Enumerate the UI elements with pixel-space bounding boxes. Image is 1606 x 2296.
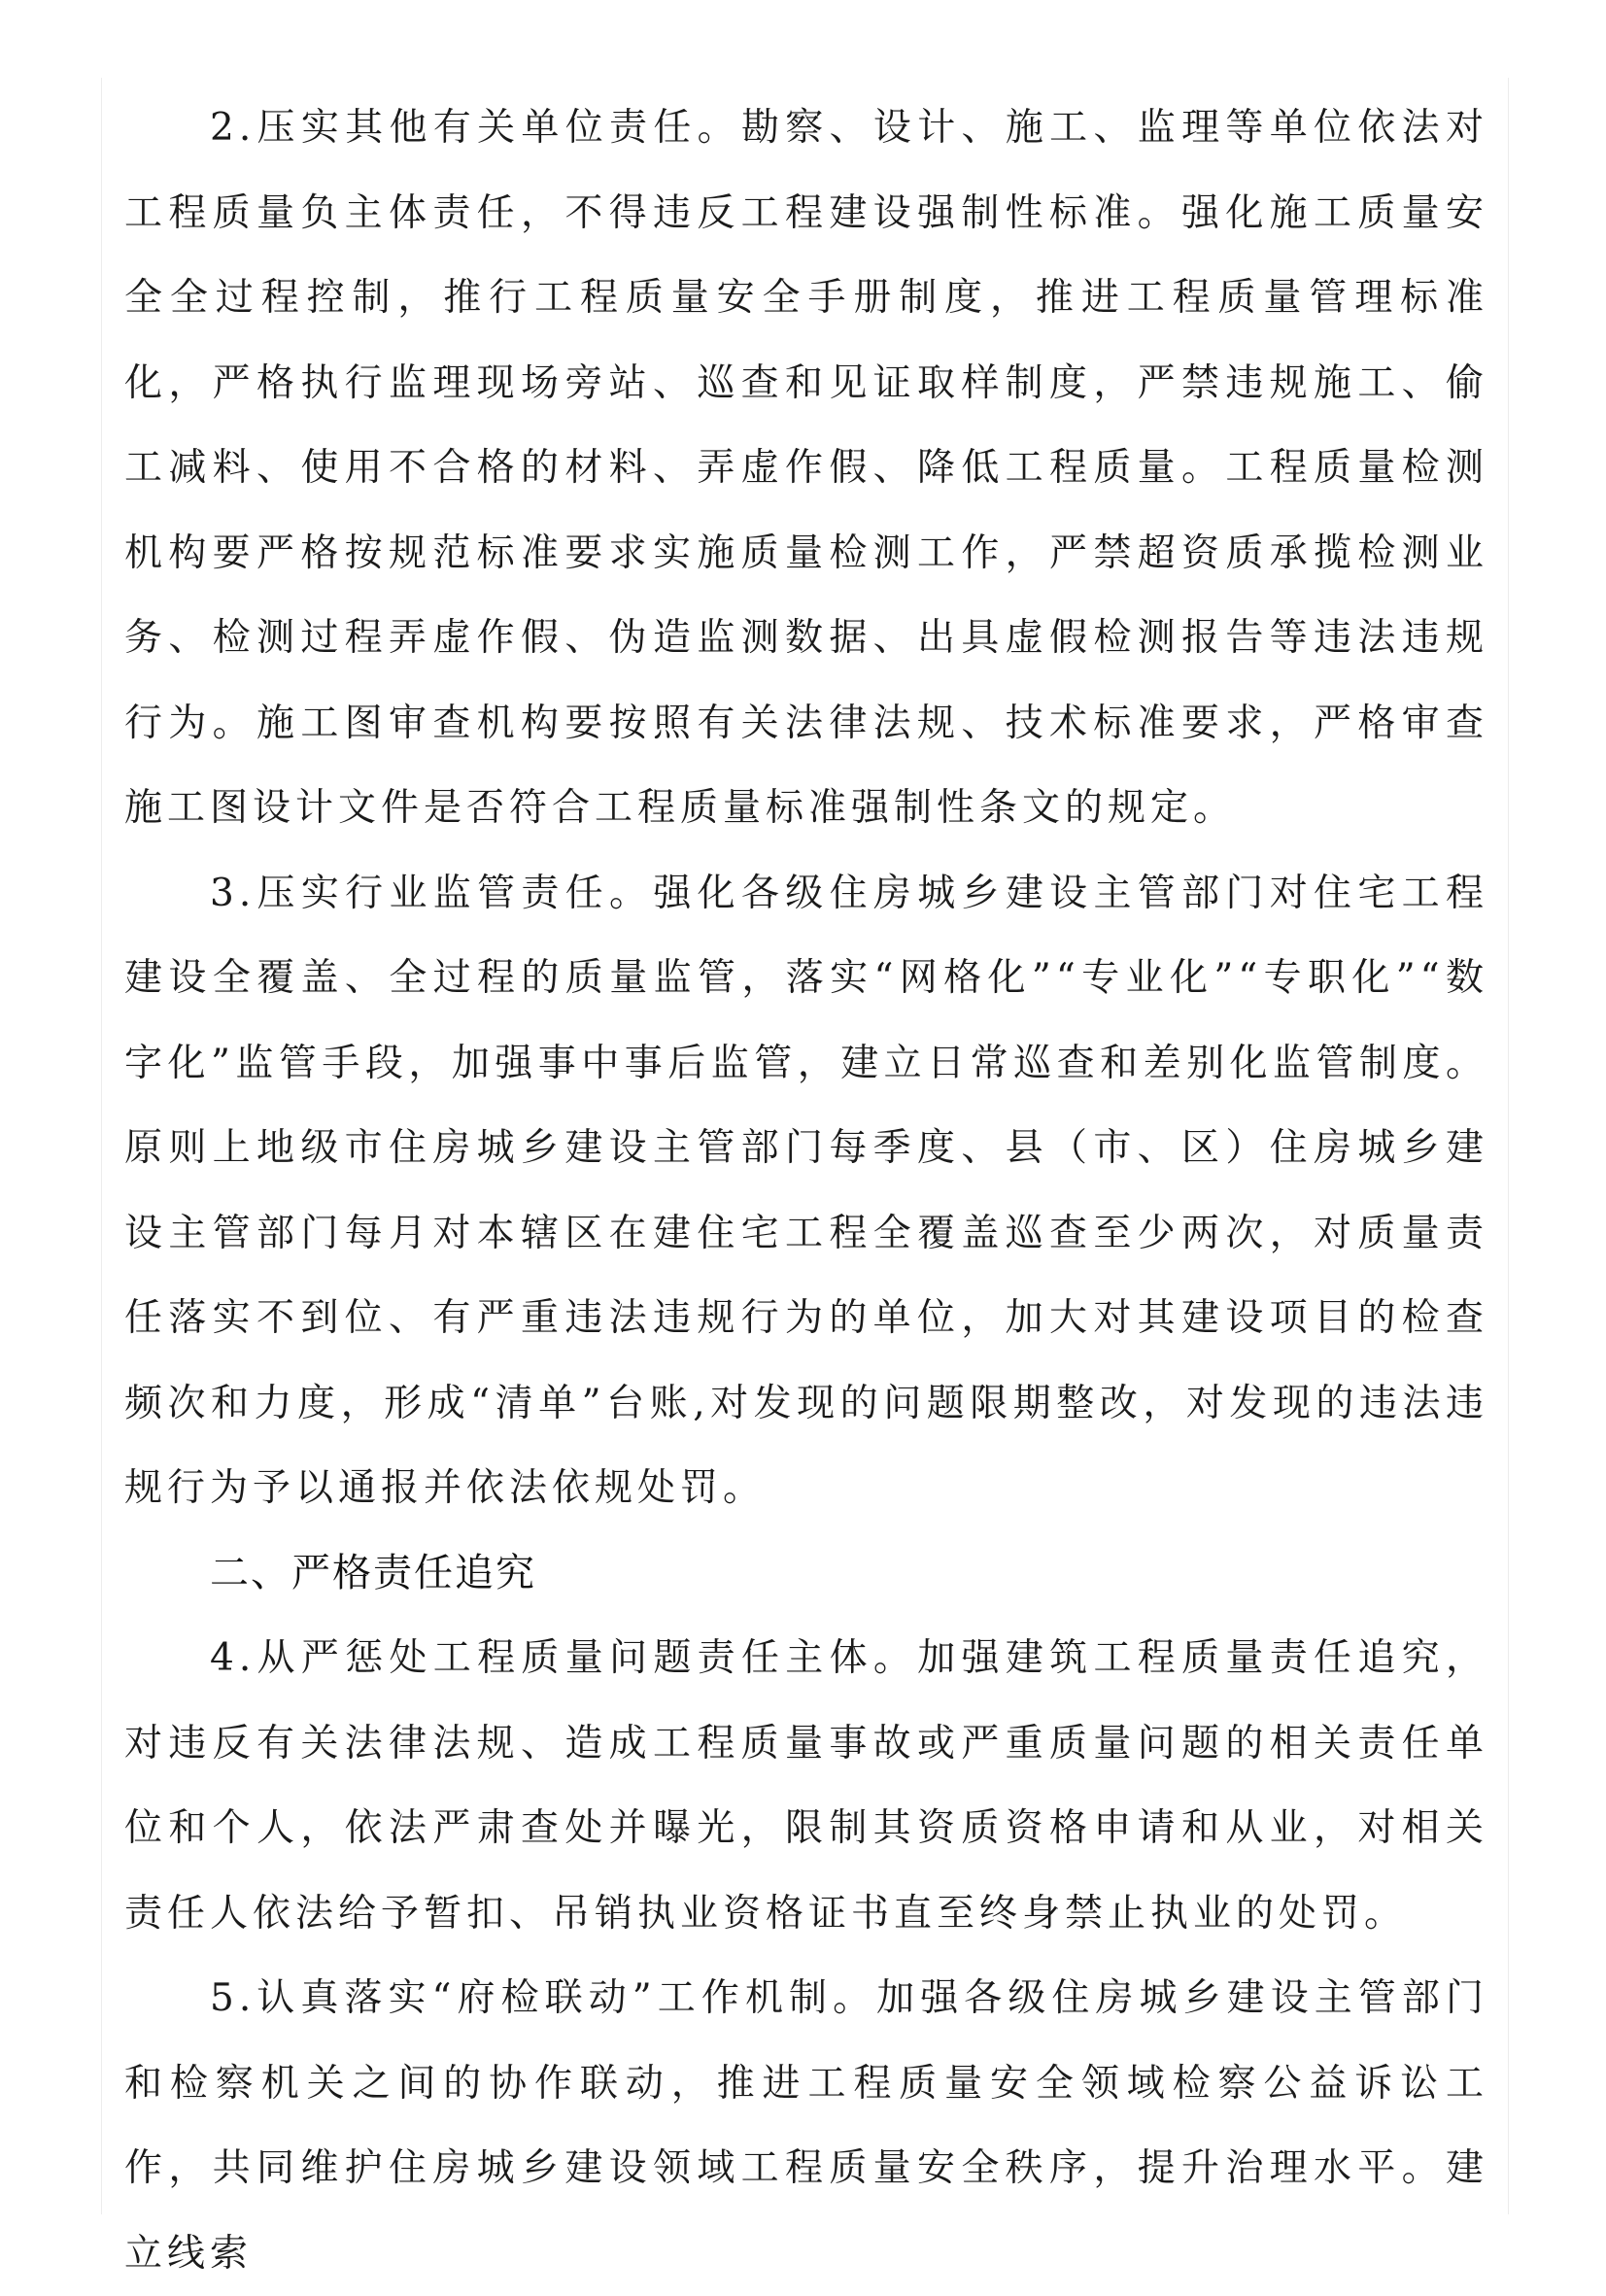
left-margin-rule — [101, 78, 102, 2214]
paragraph-item-3: 3.压实行业监管责任。强化各级住房城乡建设主管部门对住宅工程建设全覆盖、全过程的质量监管，落实“网格化”“专业化”“专职化”“数字化”监管手段，加强事中事后监管，建立日常巡查和差别化监管制度。原则上地级市住房城乡建设主管部门每季度、县（市、区）住房城乡建设主管部门每月对本辖区在建住宅工程全覆盖巡查至少两次，对质量责任落实不到位、有严重违法违规行为的单位，加大对其建设项目的检查频次和力度，形成“清单”台账,对发现的问题限期整改，对发现的违法违规行为予以通报并依法依规处罚。 — [124, 871, 1488, 1510]
document-body — [124, 86, 1488, 2296]
section-heading: 二、严格责任追究 — [210, 1550, 536, 1595]
right-margin-rule — [1508, 78, 1509, 2214]
paragraph-item-4: 4.从严惩处工程质量问题责任主体。加强建筑工程质量责任追究，对违反有关法律法规、造成工程质量事故或严重质量问题的相关责任单位和个人，依法严肃查处并曝光，限制其资质资格申请和从业，对相关责任人依法给予暂扣、吊销执业资格证书直至终身禁止执业的处罚。 — [124, 1636, 1488, 1936]
paragraph-item-2: 2.压实其他有关单位责任。勘察、设计、施工、监理等单位依法对工程质量负主体责任，不得违反工程建设强制性标准。强化施工质量安全全过程控制，推行工程质量安全手册制度，推进工程质量管理标准化，严格执行监理现场旁站、巡查和见证取样制度，严禁违规施工、偷工减料、使用不合格的材料、弄虚作假、降低工程质量。工程质量检测机构要严格按规范标准要求实施质量检测工作，严禁超资质承揽检测业务、检测过程弄虚作假、伪造监测数据、出具虚假检测报告等违法违规行为。施工图审查机构要按照有关法律法规、技术标准要求，严格审查施工图设计文件是否符合工程质量标准强制性条文的规定。 — [124, 106, 1488, 830]
paragraph-item-5: 5.认真落实“府检联动”工作机制。加强各级住房城乡建设主管部门和检察机关之间的协作联动，推进工程质量安全领域检察公益诉讼工作，共同维护住房城乡建设领域工程质量安全秩序，提升治理水平。建立线索 — [124, 1976, 1488, 2276]
